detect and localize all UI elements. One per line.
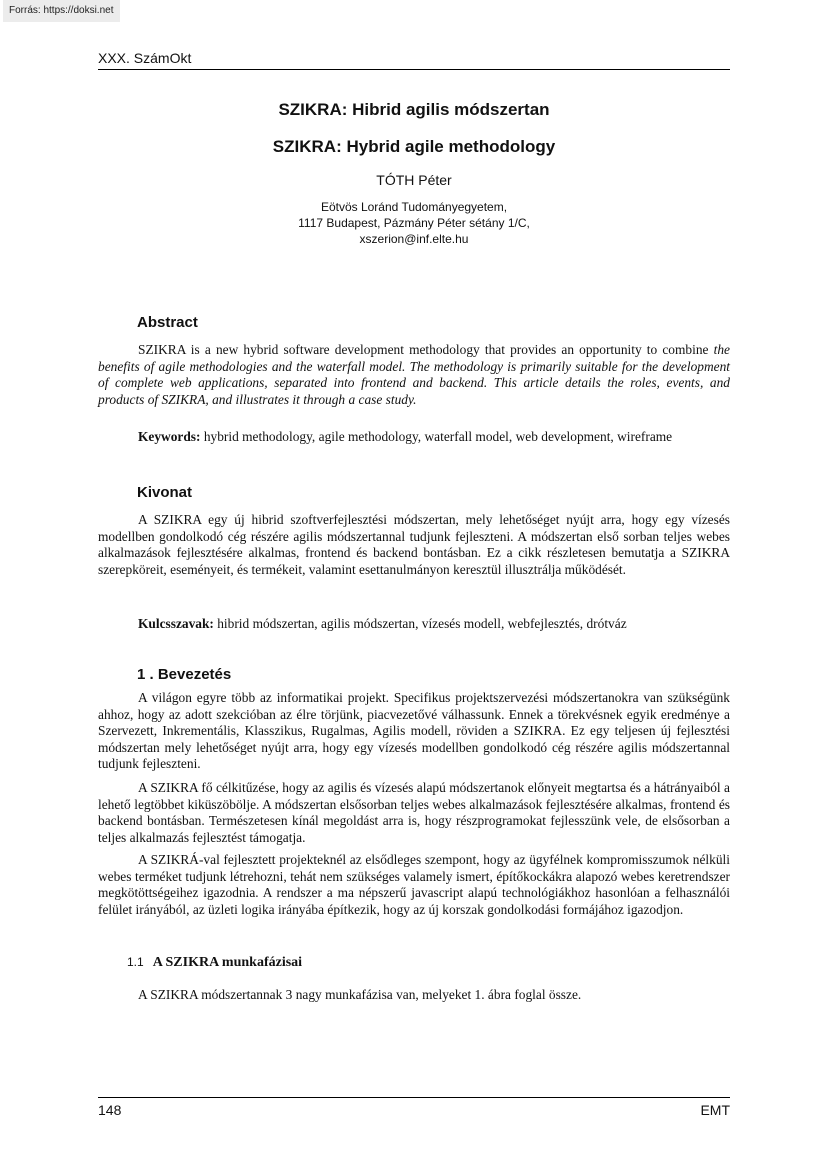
section1-paragraph-2: A SZIKRA fő célkitűzése, hogy az agilis és vízesés alapú módszertanok előnyeit megtartsa és a hátrányaiból a lehető legtöbbet kiküszöbölje. A módszertan elsősorban teljes webes alkalmazások fejlesztésére alkalmas, frontend és backend bontásban. Természetesen kínál megoldást arra is, hogy részprogramokat fejlesszünk vele, de elsősorban a teljes alkalmazás fejlesztést támogatja.	[98, 780, 730, 845]
subsection-text: A SZIKRA módszertannak 3 nagy munkafázisa van, melyeket 1. ábra foglal össze.	[138, 987, 582, 1002]
affiliation	[98, 199, 730, 247]
section1-paragraph-1: A világon egyre több az informatikai projekt. Specifikus projektszervezési módszertanokra van szükségünk ahhoz, hogy az adott szekcióban az élre törjünk, piacvezetővé válhassunk. Ennek a törekvésnek egyik eredménye a Szervezett, Inkrementális, Klasszikus, Rugalmas, Agilis modell, röviden a SZIKRA. Ez egy teljesen új fejlesztési módszertan mely lehetőséget nyújt arra, hogy egy vízesés modellben gondolkodó cég részére agilis módszertannal tudjunk fejleszteni.	[98, 690, 730, 772]
section1-paragraph-3: A SZIKRÁ-val fejlesztett projekteknél az elsődleges szempont, hogy az ügyfélnek kompromisszumok nélküli webes terméket tudjunk létrehozni, tehát nem szükséges valamely ismert, építőkockákra alapozó webes keretrendszer megkötöttségeihez igazodnia. A rendszer a ma népszerű javascript alapú technológiákhoz hasonlóan a felhasználói felület irányából, az üzleti logika irányába építkezik, hogy az új korszak gondolkodási formájához igazodjon.	[98, 852, 730, 917]
abstract-text-normal: SZIKRA is a new hybrid software development methodology that provides an opportunity to combine	[138, 342, 714, 357]
author: TÓTH Péter	[376, 172, 452, 188]
subsection-title: A SZIKRA munkafázisai	[152, 955, 303, 970]
footer-divider	[98, 1097, 730, 1098]
kulcsszavak-text: hibrid módszertan, agilis módszertan, vízesés modell, webfejlesztés, drótváz	[213, 616, 627, 631]
title-english: SZIKRA: Hybrid agile methodology	[272, 137, 556, 156]
abstract-keywords	[98, 429, 730, 446]
abstract-text-italic: the benefits of agile methodologies and the waterfall model. The methodology is primarily suitable for the development of complete web applications, separated into frontend and backend. This article details the roles, events, and products of SZIKRA, and illustrates it through a case study.	[98, 342, 730, 407]
kivonat-keywords	[98, 616, 730, 633]
keywords-text: hybrid methodology, agile methodology, waterfall model, web development, wireframe	[200, 429, 673, 444]
journal-name: EMT	[700, 1102, 730, 1118]
running-head: XXX. SzámOkt	[98, 50, 730, 70]
abstract-heading: Abstract	[137, 314, 198, 331]
subsection-heading	[127, 955, 302, 971]
abstract-text	[98, 342, 730, 408]
affiliation-line1: Eötvös Loránd Tudományegyetem,	[320, 200, 508, 214]
kivonat-heading: Kivonat	[137, 484, 193, 501]
subsection-number: 1.1	[127, 955, 144, 969]
section1-heading: 1 . Bevezetés	[137, 666, 232, 683]
kivonat-text: A SZIKRA egy új hibrid szoftverfejlesztési módszertan, mely lehetőséget nyújt arra, hogy egy vízesés modellben gondolkodó cég részére agilis módszertannal tudjunk fejleszteni. A módszertan első sorban teljes webes alkalmazások fejlesztésére alkalmas, frontend és backend bontásban. Ez a cikk részletesen bemutatja a SZIKRA szerepköreit, eseményeit, és termékeit, valamint esettanulmányon keresztül illusztrálja működését.	[98, 512, 730, 577]
keywords-label: Keywords:	[138, 429, 201, 444]
kulcsszavak-label: Kulcsszavak:	[138, 616, 214, 631]
page-number: 148	[98, 1102, 122, 1118]
title-hungarian: SZIKRA: Hibrid agilis módszertan	[278, 100, 550, 119]
affiliation-line2: 1117 Budapest, Pázmány Péter sétány 1/C,	[298, 216, 530, 230]
source-label: Forrás: https://doksi.net	[3, 0, 120, 22]
affiliation-email: xszerion@inf.elte.hu	[359, 232, 469, 246]
